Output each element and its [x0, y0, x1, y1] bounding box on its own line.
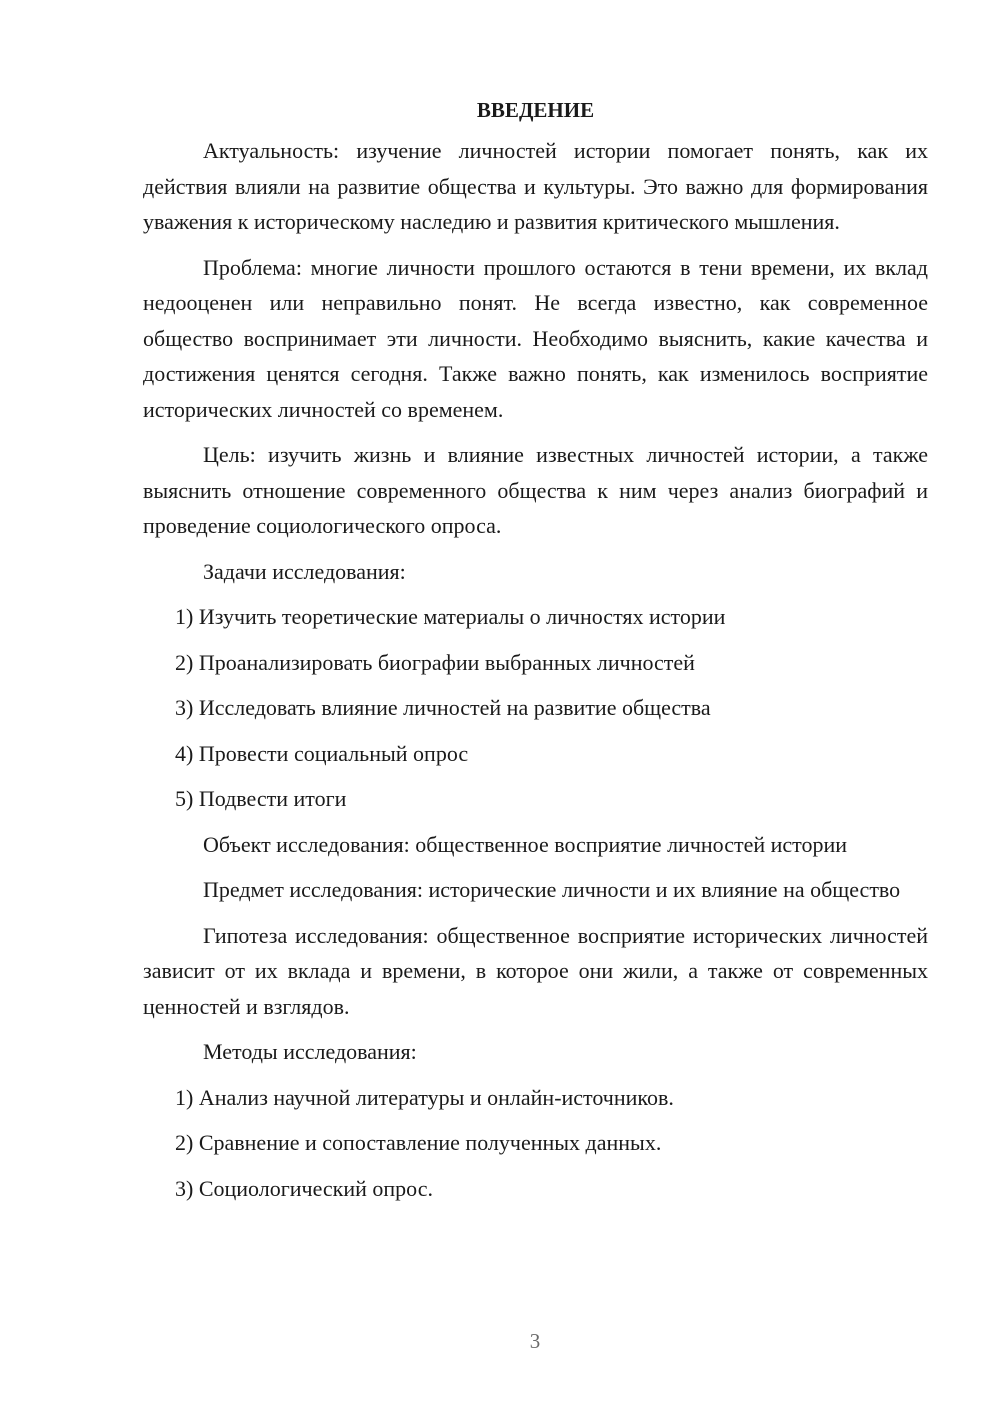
paragraph-subject: Предмет исследования: исторические личности и их влияние на общество: [203, 877, 901, 902]
paragraph-goal: Цель: изучить жизнь и влияние известных личностей истории, а также выяснить отношение современного общества к ним через анализ биографий и проведение социологического опроса.: [143, 442, 928, 538]
method-item: 2) Сравнение и сопоставление полученных данных.: [175, 1130, 662, 1155]
section-title: ВВЕДЕНИЕ: [476, 98, 595, 122]
methods-heading: Методы исследования:: [203, 1039, 417, 1064]
page-number: 3: [529, 1329, 541, 1353]
tasks-heading: Задачи исследования:: [203, 558, 406, 584]
method-item: 3) Социологический опрос.: [175, 1175, 433, 1201]
task-item: 1) Изучить теоретические материалы о личностях истории: [175, 604, 726, 629]
method-item: 1) Анализ научной литературы и онлайн-источников.: [175, 1084, 674, 1110]
paragraph-hypothesis: Гипотеза исследования: общественное восприятие исторических личностей зависит от их вклада и времени, в которое они жили, а также от современных ценностей и взглядов.: [143, 922, 928, 1019]
paragraph-relevance: Актуальность: изучение личностей истории помогает понять, как их действия влияли на развитие общества и культуры. Это важно для формирования уважения к историческому наследию и развития критического мышления.: [143, 138, 928, 234]
task-item: 3) Исследовать влияние личностей на развитие общества: [175, 695, 711, 720]
paragraph-problem: Проблема: многие личности прошлого остаются в тени времени, их вклад недооценен или неправильно понят. Не всегда известно, как современное общество воспринимает эти личности. Необходимо выяснить, какие качества и достижения ценятся сегодня. Также важно понять, как изменилось восприятие исторических личностей со временем.: [143, 254, 928, 422]
paragraph-object: Объект исследования: общественное восприятие личностей истории: [203, 831, 848, 857]
task-item: 4) Провести социальный опрос: [175, 740, 469, 766]
page-content: [143, 92, 928, 1206]
task-item: 5) Подвести итоги: [175, 786, 347, 811]
task-item: 2) Проанализировать биографии выбранных личностей: [175, 649, 695, 675]
